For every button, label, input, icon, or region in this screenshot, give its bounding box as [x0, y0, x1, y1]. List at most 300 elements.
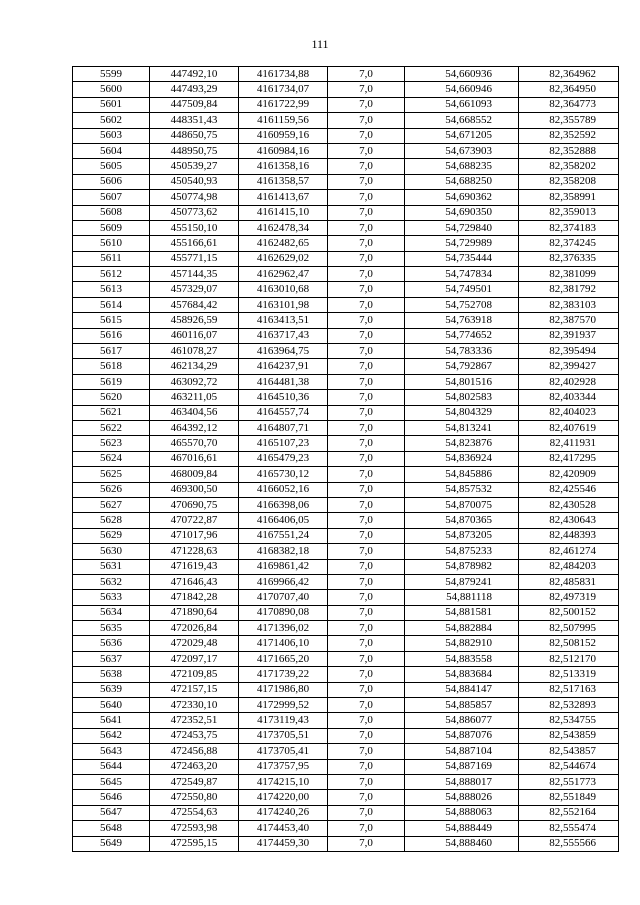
- point-number-cell: 5636: [73, 636, 150, 651]
- latitude-cell: 54,690350: [405, 205, 519, 220]
- latitude-cell: 54,870365: [405, 513, 519, 528]
- longitude-cell: 82,358208: [519, 174, 619, 189]
- point-number-cell: 5625: [73, 467, 150, 482]
- x-coordinate-cell: 463092,72: [150, 374, 239, 389]
- point-number-cell: 5643: [73, 744, 150, 759]
- y-coordinate-cell: 4162478,34: [239, 220, 328, 235]
- longitude-cell: 82,404023: [519, 405, 619, 420]
- table-row: [73, 836, 619, 851]
- point-number-cell: 5645: [73, 774, 150, 789]
- longitude-cell: 82,544674: [519, 759, 619, 774]
- x-coordinate-cell: 468009,84: [150, 467, 239, 482]
- y-coordinate-cell: 4174215,10: [239, 774, 328, 789]
- x-coordinate-cell: 471890,64: [150, 605, 239, 620]
- table-row: [73, 174, 619, 189]
- y-coordinate-cell: 4161358,57: [239, 174, 328, 189]
- height-cell: 7,0: [328, 205, 405, 220]
- x-coordinate-cell: 455150,10: [150, 220, 239, 235]
- height-cell: 7,0: [328, 544, 405, 559]
- y-coordinate-cell: 4174453,40: [239, 821, 328, 836]
- height-cell: 7,0: [328, 636, 405, 651]
- latitude-cell: 54,690362: [405, 190, 519, 205]
- table-row: [73, 759, 619, 774]
- height-cell: 7,0: [328, 420, 405, 435]
- x-coordinate-cell: 447509,84: [150, 97, 239, 112]
- point-number-cell: 5642: [73, 728, 150, 743]
- table-row: [73, 682, 619, 697]
- table-row: [73, 236, 619, 251]
- longitude-cell: 82,387570: [519, 313, 619, 328]
- table-row: [73, 590, 619, 605]
- y-coordinate-cell: 4162629,02: [239, 251, 328, 266]
- height-cell: 7,0: [328, 759, 405, 774]
- table-row: [73, 97, 619, 112]
- height-cell: 7,0: [328, 436, 405, 451]
- table-row: [73, 528, 619, 543]
- x-coordinate-cell: 450774,98: [150, 190, 239, 205]
- x-coordinate-cell: 472157,15: [150, 682, 239, 697]
- point-number-cell: 5613: [73, 282, 150, 297]
- table-row: [73, 467, 619, 482]
- y-coordinate-cell: 4164510,36: [239, 390, 328, 405]
- height-cell: 7,0: [328, 559, 405, 574]
- x-coordinate-cell: 465570,70: [150, 436, 239, 451]
- longitude-cell: 82,534755: [519, 713, 619, 728]
- point-number-cell: 5638: [73, 667, 150, 682]
- table-row: [73, 728, 619, 743]
- table-row: [73, 190, 619, 205]
- point-number-cell: 5621: [73, 405, 150, 420]
- height-cell: 7,0: [328, 482, 405, 497]
- latitude-cell: 54,688235: [405, 159, 519, 174]
- point-number-cell: 5608: [73, 205, 150, 220]
- coordinates-table-body: [73, 67, 619, 852]
- height-cell: 7,0: [328, 359, 405, 374]
- point-number-cell: 5615: [73, 313, 150, 328]
- longitude-cell: 82,425546: [519, 482, 619, 497]
- latitude-cell: 54,882910: [405, 636, 519, 651]
- y-coordinate-cell: 4166052,16: [239, 482, 328, 497]
- table-row: [73, 790, 619, 805]
- y-coordinate-cell: 4171665,20: [239, 651, 328, 666]
- x-coordinate-cell: 470690,75: [150, 497, 239, 512]
- height-cell: 7,0: [328, 113, 405, 128]
- height-cell: 7,0: [328, 513, 405, 528]
- table-row: [73, 574, 619, 589]
- point-number-cell: 5618: [73, 359, 150, 374]
- point-number-cell: 5628: [73, 513, 150, 528]
- latitude-cell: 54,870075: [405, 497, 519, 512]
- longitude-cell: 82,551773: [519, 774, 619, 789]
- point-number-cell: 5602: [73, 113, 150, 128]
- y-coordinate-cell: 4167551,24: [239, 528, 328, 543]
- point-number-cell: 5623: [73, 436, 150, 451]
- latitude-cell: 54,783336: [405, 344, 519, 359]
- table-row: [73, 436, 619, 451]
- longitude-cell: 82,364962: [519, 67, 619, 82]
- y-coordinate-cell: 4168382,18: [239, 544, 328, 559]
- latitude-cell: 54,882884: [405, 621, 519, 636]
- x-coordinate-cell: 469300,50: [150, 482, 239, 497]
- y-coordinate-cell: 4173757,95: [239, 759, 328, 774]
- x-coordinate-cell: 472550,80: [150, 790, 239, 805]
- y-coordinate-cell: 4164557,74: [239, 405, 328, 420]
- point-number-cell: 5599: [73, 67, 150, 82]
- y-coordinate-cell: 4169966,42: [239, 574, 328, 589]
- x-coordinate-cell: 455166,61: [150, 236, 239, 251]
- longitude-cell: 82,555566: [519, 836, 619, 851]
- y-coordinate-cell: 4171406,10: [239, 636, 328, 651]
- height-cell: 7,0: [328, 667, 405, 682]
- table-row: [73, 82, 619, 97]
- y-coordinate-cell: 4170890,08: [239, 605, 328, 620]
- x-coordinate-cell: 472352,51: [150, 713, 239, 728]
- point-number-cell: 5607: [73, 190, 150, 205]
- point-number-cell: 5626: [73, 482, 150, 497]
- longitude-cell: 82,381099: [519, 267, 619, 282]
- latitude-cell: 54,735444: [405, 251, 519, 266]
- point-number-cell: 5631: [73, 559, 150, 574]
- height-cell: 7,0: [328, 744, 405, 759]
- point-number-cell: 5617: [73, 344, 150, 359]
- point-number-cell: 5611: [73, 251, 150, 266]
- x-coordinate-cell: 455771,15: [150, 251, 239, 266]
- height-cell: 7,0: [328, 267, 405, 282]
- latitude-cell: 54,749501: [405, 282, 519, 297]
- y-coordinate-cell: 4171739,22: [239, 667, 328, 682]
- point-number-cell: 5637: [73, 651, 150, 666]
- latitude-cell: 54,845886: [405, 467, 519, 482]
- longitude-cell: 82,399427: [519, 359, 619, 374]
- table-row: [73, 313, 619, 328]
- x-coordinate-cell: 462134,29: [150, 359, 239, 374]
- latitude-cell: 54,673903: [405, 143, 519, 158]
- longitude-cell: 82,430528: [519, 497, 619, 512]
- y-coordinate-cell: 4170707,40: [239, 590, 328, 605]
- height-cell: 7,0: [328, 344, 405, 359]
- point-number-cell: 5648: [73, 821, 150, 836]
- latitude-cell: 54,660946: [405, 82, 519, 97]
- x-coordinate-cell: 450773,62: [150, 205, 239, 220]
- x-coordinate-cell: 470722,87: [150, 513, 239, 528]
- y-coordinate-cell: 4172999,52: [239, 698, 328, 713]
- x-coordinate-cell: 471017,96: [150, 528, 239, 543]
- x-coordinate-cell: 472595,15: [150, 836, 239, 851]
- table-row: [73, 713, 619, 728]
- latitude-cell: 54,752708: [405, 297, 519, 312]
- height-cell: 7,0: [328, 467, 405, 482]
- y-coordinate-cell: 4163717,43: [239, 328, 328, 343]
- x-coordinate-cell: 472463,20: [150, 759, 239, 774]
- longitude-cell: 82,543857: [519, 744, 619, 759]
- y-coordinate-cell: 4160984,16: [239, 143, 328, 158]
- table-row: [73, 451, 619, 466]
- point-number-cell: 5606: [73, 174, 150, 189]
- latitude-cell: 54,802583: [405, 390, 519, 405]
- height-cell: 7,0: [328, 190, 405, 205]
- table-row: [73, 667, 619, 682]
- x-coordinate-cell: 472549,87: [150, 774, 239, 789]
- y-coordinate-cell: 4161734,88: [239, 67, 328, 82]
- table-row: [73, 328, 619, 343]
- x-coordinate-cell: 448351,43: [150, 113, 239, 128]
- x-coordinate-cell: 471619,43: [150, 559, 239, 574]
- x-coordinate-cell: 457144,35: [150, 267, 239, 282]
- x-coordinate-cell: 463211,05: [150, 390, 239, 405]
- y-coordinate-cell: 4161413,67: [239, 190, 328, 205]
- y-coordinate-cell: 4161734,07: [239, 82, 328, 97]
- y-coordinate-cell: 4171986,80: [239, 682, 328, 697]
- latitude-cell: 54,888449: [405, 821, 519, 836]
- table-row: [73, 513, 619, 528]
- latitude-cell: 54,836924: [405, 451, 519, 466]
- y-coordinate-cell: 4160959,16: [239, 128, 328, 143]
- x-coordinate-cell: 467016,61: [150, 451, 239, 466]
- latitude-cell: 54,888017: [405, 774, 519, 789]
- longitude-cell: 82,358202: [519, 159, 619, 174]
- longitude-cell: 82,430643: [519, 513, 619, 528]
- x-coordinate-cell: 472593,98: [150, 821, 239, 836]
- table-row: [73, 774, 619, 789]
- y-coordinate-cell: 4166398,06: [239, 497, 328, 512]
- longitude-cell: 82,552164: [519, 805, 619, 820]
- height-cell: 7,0: [328, 790, 405, 805]
- height-cell: 7,0: [328, 405, 405, 420]
- y-coordinate-cell: 4164481,38: [239, 374, 328, 389]
- x-coordinate-cell: 447493,29: [150, 82, 239, 97]
- point-number-cell: 5620: [73, 390, 150, 405]
- point-number-cell: 5622: [73, 420, 150, 435]
- y-coordinate-cell: 4173119,43: [239, 713, 328, 728]
- longitude-cell: 82,359013: [519, 205, 619, 220]
- height-cell: 7,0: [328, 698, 405, 713]
- y-coordinate-cell: 4164807,71: [239, 420, 328, 435]
- latitude-cell: 54,873205: [405, 528, 519, 543]
- point-number-cell: 5630: [73, 544, 150, 559]
- latitude-cell: 54,885857: [405, 698, 519, 713]
- latitude-cell: 54,729989: [405, 236, 519, 251]
- latitude-cell: 54,823876: [405, 436, 519, 451]
- table-row: [73, 113, 619, 128]
- point-number-cell: 5649: [73, 836, 150, 851]
- latitude-cell: 54,878982: [405, 559, 519, 574]
- height-cell: 7,0: [328, 605, 405, 620]
- y-coordinate-cell: 4161722,99: [239, 97, 328, 112]
- x-coordinate-cell: 457329,07: [150, 282, 239, 297]
- longitude-cell: 82,497319: [519, 590, 619, 605]
- height-cell: 7,0: [328, 451, 405, 466]
- longitude-cell: 82,395494: [519, 344, 619, 359]
- latitude-cell: 54,881581: [405, 605, 519, 620]
- table-row: [73, 344, 619, 359]
- x-coordinate-cell: 472330,10: [150, 698, 239, 713]
- table-row: [73, 482, 619, 497]
- longitude-cell: 82,381792: [519, 282, 619, 297]
- x-coordinate-cell: 457684,42: [150, 297, 239, 312]
- table-row: [73, 744, 619, 759]
- latitude-cell: 54,883684: [405, 667, 519, 682]
- x-coordinate-cell: 458926,59: [150, 313, 239, 328]
- point-number-cell: 5604: [73, 143, 150, 158]
- latitude-cell: 54,879241: [405, 574, 519, 589]
- longitude-cell: 82,383103: [519, 297, 619, 312]
- table-row: [73, 559, 619, 574]
- point-number-cell: 5635: [73, 621, 150, 636]
- table-row: [73, 805, 619, 820]
- longitude-cell: 82,352888: [519, 143, 619, 158]
- table-row: [73, 544, 619, 559]
- height-cell: 7,0: [328, 159, 405, 174]
- point-number-cell: 5639: [73, 682, 150, 697]
- latitude-cell: 54,668552: [405, 113, 519, 128]
- latitude-cell: 54,763918: [405, 313, 519, 328]
- latitude-cell: 54,887076: [405, 728, 519, 743]
- longitude-cell: 82,512170: [519, 651, 619, 666]
- longitude-cell: 82,532893: [519, 698, 619, 713]
- table-row: [73, 605, 619, 620]
- latitude-cell: 54,688250: [405, 174, 519, 189]
- x-coordinate-cell: 448650,75: [150, 128, 239, 143]
- x-coordinate-cell: 472026,84: [150, 621, 239, 636]
- point-number-cell: 5627: [73, 497, 150, 512]
- height-cell: 7,0: [328, 574, 405, 589]
- longitude-cell: 82,508152: [519, 636, 619, 651]
- x-coordinate-cell: 472456,88: [150, 744, 239, 759]
- longitude-cell: 82,374245: [519, 236, 619, 251]
- longitude-cell: 82,507995: [519, 621, 619, 636]
- x-coordinate-cell: 472453,75: [150, 728, 239, 743]
- y-coordinate-cell: 4171396,02: [239, 621, 328, 636]
- y-coordinate-cell: 4161358,16: [239, 159, 328, 174]
- table-row: [73, 821, 619, 836]
- y-coordinate-cell: 4166406,05: [239, 513, 328, 528]
- longitude-cell: 82,364950: [519, 82, 619, 97]
- height-cell: 7,0: [328, 713, 405, 728]
- x-coordinate-cell: 472109,85: [150, 667, 239, 682]
- latitude-cell: 54,881118: [405, 590, 519, 605]
- table-row: [73, 636, 619, 651]
- height-cell: 7,0: [328, 621, 405, 636]
- table-row: [73, 159, 619, 174]
- latitude-cell: 54,886077: [405, 713, 519, 728]
- longitude-cell: 82,364773: [519, 97, 619, 112]
- latitude-cell: 54,660936: [405, 67, 519, 82]
- point-number-cell: 5640: [73, 698, 150, 713]
- y-coordinate-cell: 4163964,75: [239, 344, 328, 359]
- height-cell: 7,0: [328, 774, 405, 789]
- latitude-cell: 54,671205: [405, 128, 519, 143]
- table-row: [73, 621, 619, 636]
- x-coordinate-cell: 472554,63: [150, 805, 239, 820]
- longitude-cell: 82,402928: [519, 374, 619, 389]
- point-number-cell: 5629: [73, 528, 150, 543]
- x-coordinate-cell: 471842,28: [150, 590, 239, 605]
- latitude-cell: 54,888026: [405, 790, 519, 805]
- longitude-cell: 82,485831: [519, 574, 619, 589]
- height-cell: 7,0: [328, 590, 405, 605]
- longitude-cell: 82,517163: [519, 682, 619, 697]
- height-cell: 7,0: [328, 528, 405, 543]
- y-coordinate-cell: 4163010,68: [239, 282, 328, 297]
- height-cell: 7,0: [328, 251, 405, 266]
- latitude-cell: 54,661093: [405, 97, 519, 112]
- point-number-cell: 5612: [73, 267, 150, 282]
- point-number-cell: 5614: [73, 297, 150, 312]
- x-coordinate-cell: 472029,48: [150, 636, 239, 651]
- point-number-cell: 5603: [73, 128, 150, 143]
- latitude-cell: 54,887169: [405, 759, 519, 774]
- table-row: [73, 698, 619, 713]
- height-cell: 7,0: [328, 97, 405, 112]
- table-row: [73, 267, 619, 282]
- x-coordinate-cell: 450539,27: [150, 159, 239, 174]
- point-number-cell: 5641: [73, 713, 150, 728]
- table-row: [73, 143, 619, 158]
- latitude-cell: 54,774652: [405, 328, 519, 343]
- x-coordinate-cell: 448950,75: [150, 143, 239, 158]
- y-coordinate-cell: 4165107,23: [239, 436, 328, 451]
- table-row: [73, 420, 619, 435]
- y-coordinate-cell: 4174220,00: [239, 790, 328, 805]
- point-number-cell: 5646: [73, 790, 150, 805]
- y-coordinate-cell: 4161159,56: [239, 113, 328, 128]
- point-number-cell: 5624: [73, 451, 150, 466]
- y-coordinate-cell: 4174240,26: [239, 805, 328, 820]
- point-number-cell: 5605: [73, 159, 150, 174]
- table-row: [73, 374, 619, 389]
- x-coordinate-cell: 464392,12: [150, 420, 239, 435]
- height-cell: 7,0: [328, 821, 405, 836]
- point-number-cell: 5632: [73, 574, 150, 589]
- longitude-cell: 82,374183: [519, 220, 619, 235]
- table-row: [73, 359, 619, 374]
- latitude-cell: 54,883558: [405, 651, 519, 666]
- height-cell: 7,0: [328, 128, 405, 143]
- table-row: [73, 128, 619, 143]
- height-cell: 7,0: [328, 651, 405, 666]
- height-cell: 7,0: [328, 82, 405, 97]
- latitude-cell: 54,888460: [405, 836, 519, 851]
- table-row: [73, 220, 619, 235]
- table-row: [73, 251, 619, 266]
- longitude-cell: 82,352592: [519, 128, 619, 143]
- longitude-cell: 82,555474: [519, 821, 619, 836]
- height-cell: 7,0: [328, 236, 405, 251]
- height-cell: 7,0: [328, 728, 405, 743]
- longitude-cell: 82,391937: [519, 328, 619, 343]
- y-coordinate-cell: 4162482,65: [239, 236, 328, 251]
- point-number-cell: 5616: [73, 328, 150, 343]
- longitude-cell: 82,358991: [519, 190, 619, 205]
- y-coordinate-cell: 4165479,23: [239, 451, 328, 466]
- table-row: [73, 405, 619, 420]
- height-cell: 7,0: [328, 220, 405, 235]
- latitude-cell: 54,801516: [405, 374, 519, 389]
- height-cell: 7,0: [328, 297, 405, 312]
- point-number-cell: 5609: [73, 220, 150, 235]
- latitude-cell: 54,792867: [405, 359, 519, 374]
- point-number-cell: 5647: [73, 805, 150, 820]
- longitude-cell: 82,417295: [519, 451, 619, 466]
- height-cell: 7,0: [328, 282, 405, 297]
- longitude-cell: 82,513319: [519, 667, 619, 682]
- height-cell: 7,0: [328, 174, 405, 189]
- longitude-cell: 82,420909: [519, 467, 619, 482]
- longitude-cell: 82,403344: [519, 390, 619, 405]
- height-cell: 7,0: [328, 374, 405, 389]
- point-number-cell: 5634: [73, 605, 150, 620]
- latitude-cell: 54,729840: [405, 220, 519, 235]
